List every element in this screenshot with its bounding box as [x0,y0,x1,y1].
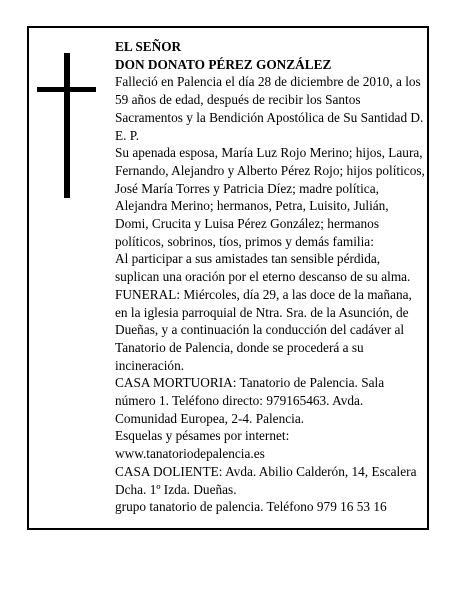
heading-line-1: EL SEÑOR [115,39,182,54]
death-announcement: Falleció en Palencia el día 28 de diciembre de 2010, a los 59 años de edad, después de recibir los Santos Sacramentos y la Bendición Apostólica de Su Santidad D. E. P. [115,74,424,143]
mortuary-info: CASA MORTUORIA: Tanatorio de Palencia. Sala número 1. Teléfono directo: 979165463. Avda. Comunidad Europea, 2-4. Palencia. [115,375,385,426]
prayer-request: Al participar a sus amistades tan sensible pérdida, suplican una oración por el eterno descanso de su alma. [115,251,411,285]
family-home-address: CASA DOLIENTE: Avda. Abilio Calderón, 14, Escalera Dcha. 1º Izda. Dueñas. [115,463,417,497]
funeral-info: FUNERAL: Miércoles, día 29, a las doce de la mañana, en la iglesia parroquial de Ntra. Sra. de la Asunción, de Dueñas, y a continuación la conducción del cadáver al Tanatorio de Palencia, donde se procederá a su incineración. [115,286,412,373]
deceased-name: DON DONATO PÉREZ GONZÁLEZ [115,56,332,72]
obituary-text [115,38,425,516]
family-list: Su apenada esposa, María Luz Rojo Merino; hijos, Laura, Fernando, Alejandro y Alberto Pérez Rojo; hijos políticos, José María Torres y Patricia Díez; madre política, Alejandra Merino; hermanos, Petra, Luisito, Julián, Domi, Crucita y Luisa Pérez González; hermanos políticos, sobrinos, tíos, primos y demás familia: [115,145,425,249]
online-condolences: Esquelas y pésames por internet: www.tanatoriodepalencia.es [115,428,290,462]
funeral-home-contact: grupo tanatorio de palencia. Teléfono 979 16 53 16 [115,499,387,515]
